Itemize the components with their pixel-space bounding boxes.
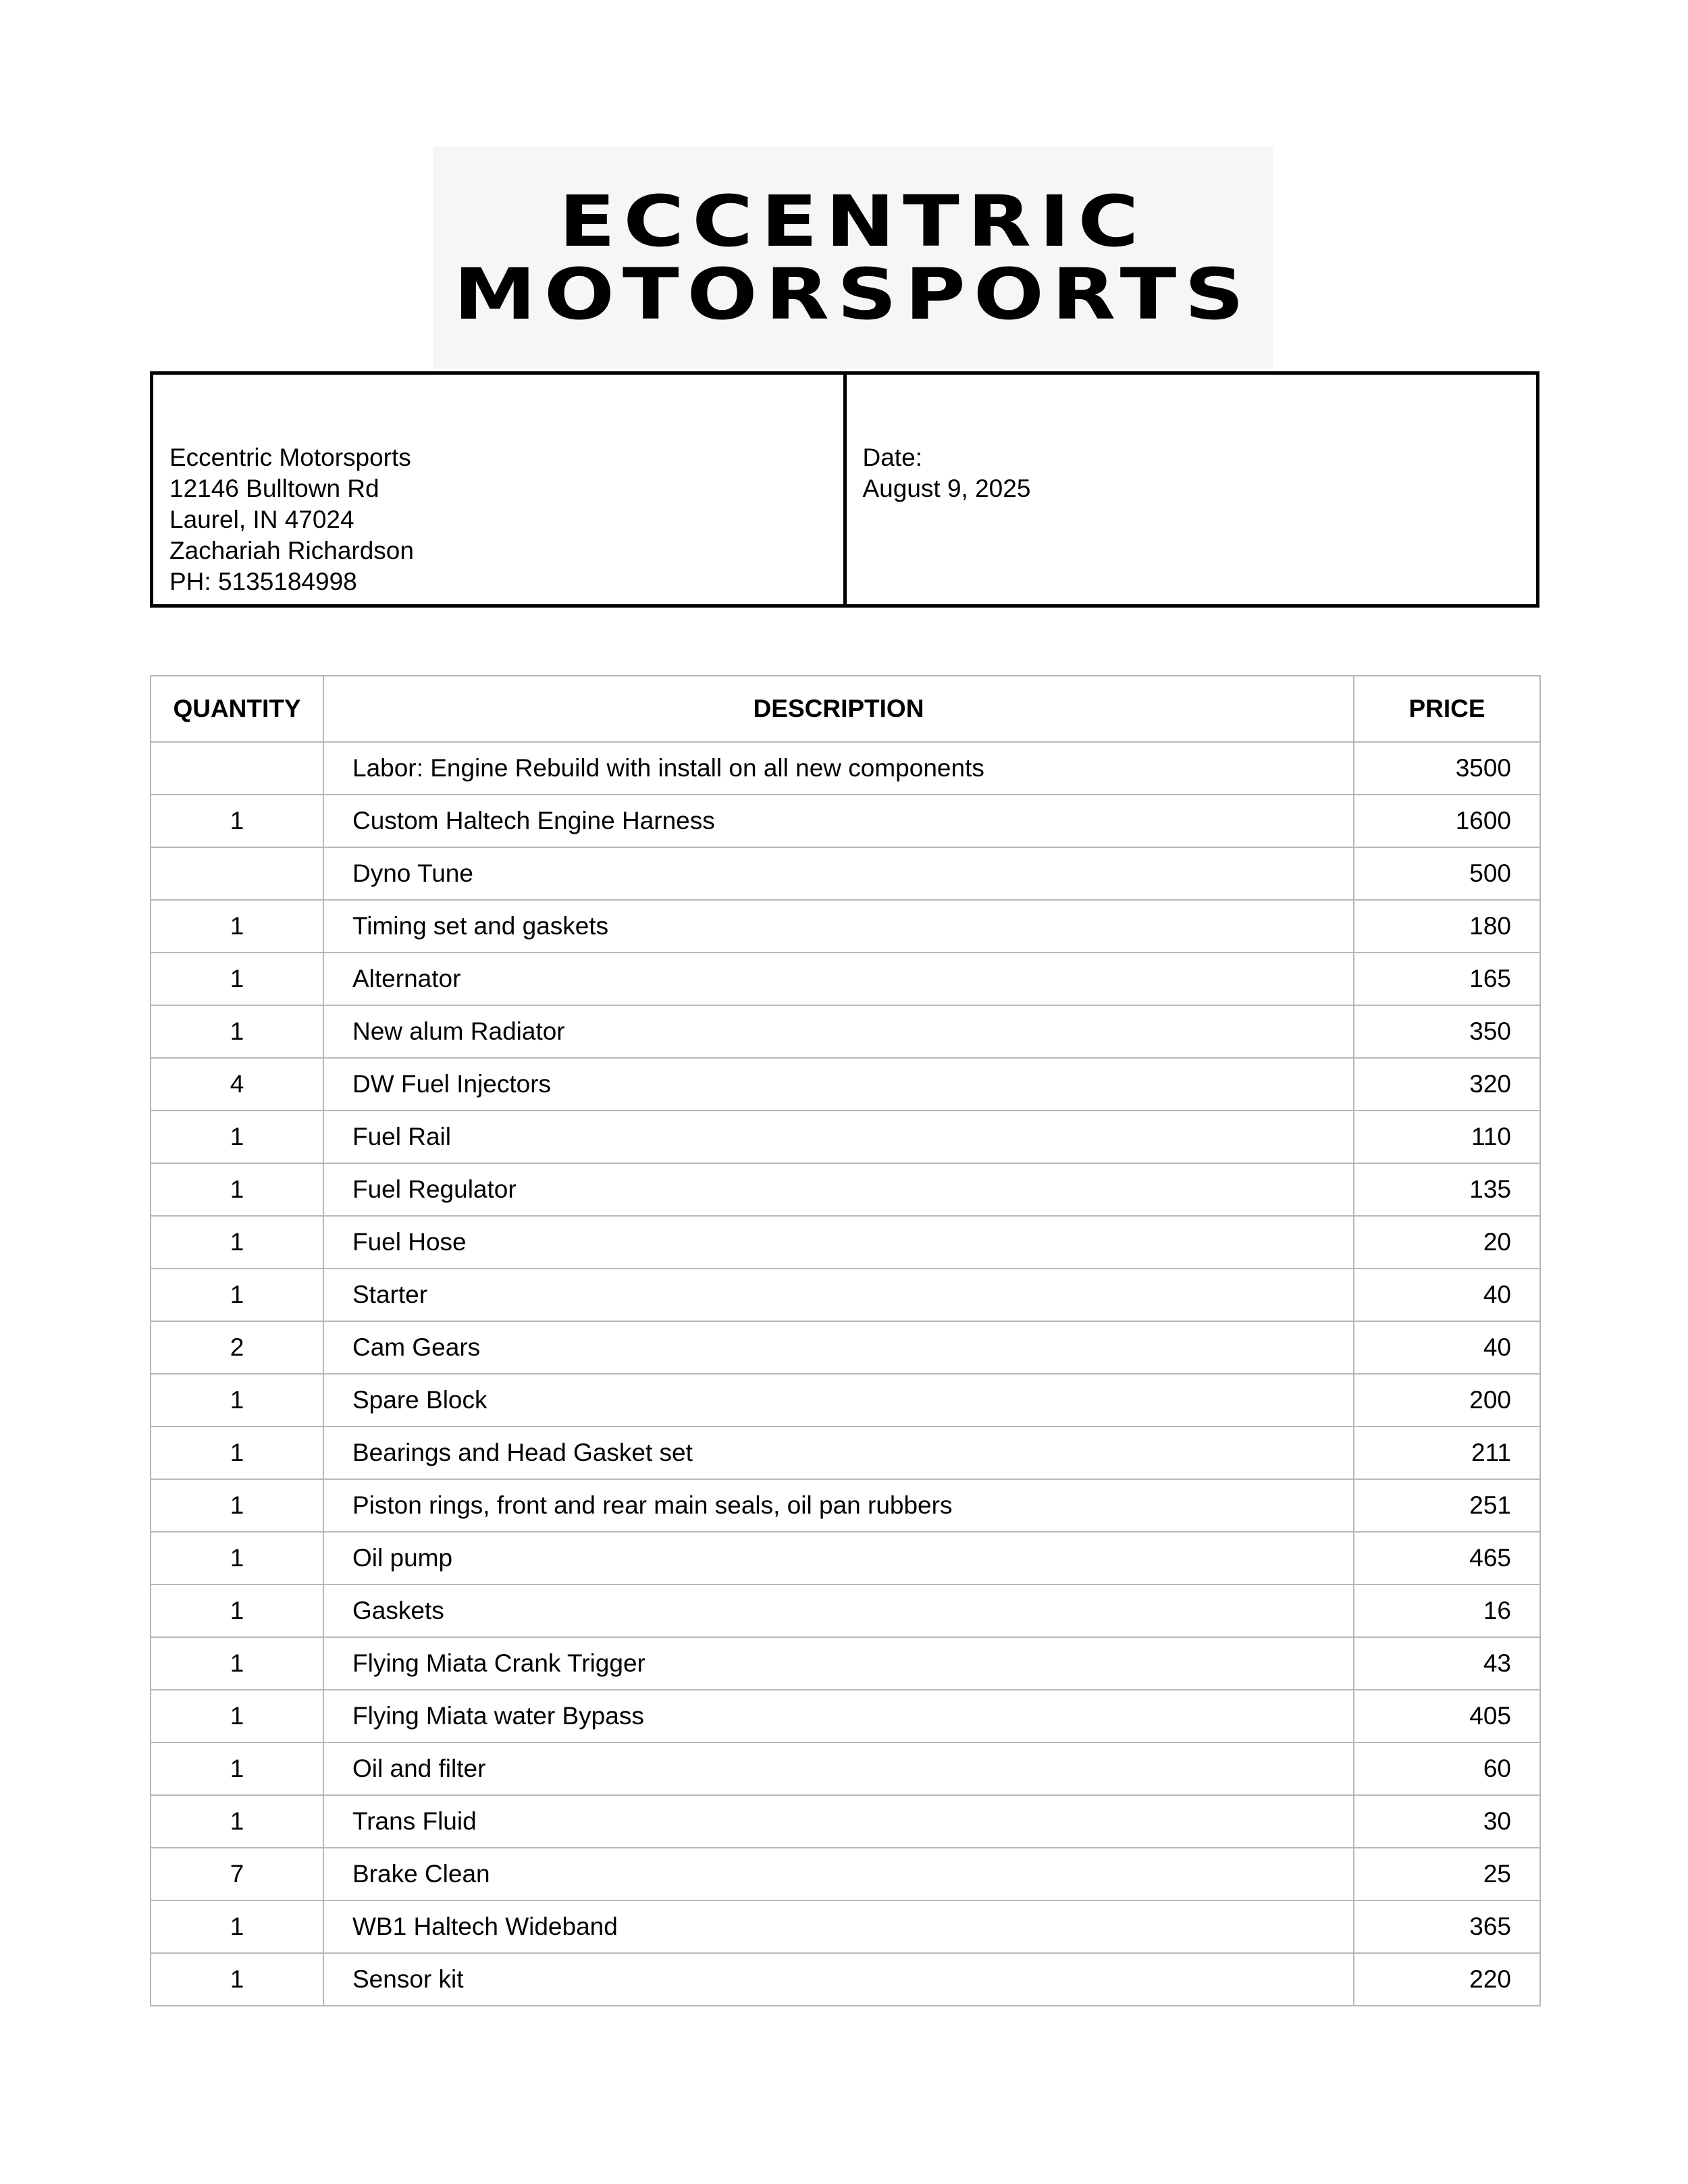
description-cell: Trans Fluid [323, 1795, 1354, 1848]
table-row [151, 1005, 1540, 1058]
table-row [151, 1584, 1540, 1637]
description-cell: Fuel Rail [323, 1111, 1354, 1163]
price-cell: 25 [1354, 1848, 1540, 1900]
description-cell: Oil and filter [323, 1742, 1354, 1795]
description-header: DESCRIPTION [323, 676, 1354, 742]
table-row [151, 1532, 1540, 1584]
price-cell: 465 [1354, 1532, 1540, 1584]
company-name: Eccentric Motorsports [169, 444, 411, 471]
quantity-cell: 4 [151, 1058, 323, 1111]
table-row [151, 1374, 1540, 1427]
company-logo [433, 147, 1273, 369]
table-row [151, 1742, 1540, 1795]
quantity-header: QUANTITY [151, 676, 323, 742]
table-row [151, 1637, 1540, 1690]
description-cell: Fuel Regulator [323, 1163, 1354, 1216]
description-cell: WB1 Haltech Wideband [323, 1900, 1354, 1953]
price-cell: 60 [1354, 1742, 1540, 1795]
description-cell: DW Fuel Injectors [323, 1058, 1354, 1111]
description-cell: Spare Block [323, 1374, 1354, 1427]
price-cell: 1600 [1354, 795, 1540, 847]
description-cell: Flying Miata Crank Trigger [323, 1637, 1354, 1690]
contact-phone: PH: 5135184998 [169, 568, 357, 595]
price-cell: 110 [1354, 1111, 1540, 1163]
quantity-cell: 1 [151, 1216, 323, 1269]
quantity-cell: 1 [151, 1900, 323, 1953]
quantity-cell: 1 [151, 1795, 323, 1848]
quantity-cell: 1 [151, 953, 323, 1005]
quantity-cell: 1 [151, 1532, 323, 1584]
table-row [151, 1479, 1540, 1532]
price-cell: 135 [1354, 1163, 1540, 1216]
table-row [151, 1953, 1540, 2006]
description-cell: New alum Radiator [323, 1005, 1354, 1058]
table-row [151, 953, 1540, 1005]
price-header: PRICE [1354, 676, 1540, 742]
price-cell: 180 [1354, 900, 1540, 953]
quantity-cell: 1 [151, 1374, 323, 1427]
table-body [151, 742, 1540, 2006]
price-cell: 405 [1354, 1690, 1540, 1742]
company-city: Laurel, IN 47024 [169, 506, 354, 533]
description-cell: Sensor kit [323, 1953, 1354, 2006]
description-cell: Gaskets [323, 1584, 1354, 1637]
date-label: Date: [862, 444, 922, 471]
price-cell: 200 [1354, 1374, 1540, 1427]
quantity-cell: 1 [151, 1269, 323, 1321]
price-cell: 365 [1354, 1900, 1540, 1953]
price-cell: 20 [1354, 1216, 1540, 1269]
quantity-cell [151, 742, 323, 795]
quantity-cell: 1 [151, 1427, 323, 1479]
price-cell: 320 [1354, 1058, 1540, 1111]
contact-name: Zachariah Richardson [169, 537, 414, 564]
company-street: 12146 Bulltown Rd [169, 475, 379, 502]
price-cell: 500 [1354, 847, 1540, 900]
description-cell: Oil pump [323, 1532, 1354, 1584]
line-items-table [150, 675, 1541, 2006]
description-cell: Dyno Tune [323, 847, 1354, 900]
description-cell: Piston rings, front and rear main seals, oil pan rubbers [323, 1479, 1354, 1532]
quantity-cell: 1 [151, 795, 323, 847]
quantity-cell: 1 [151, 1637, 323, 1690]
company-info [153, 375, 847, 604]
quantity-cell: 1 [151, 1005, 323, 1058]
price-cell: 43 [1354, 1637, 1540, 1690]
quantity-cell: 2 [151, 1321, 323, 1374]
quantity-cell: 1 [151, 900, 323, 953]
table-row [151, 847, 1540, 900]
price-cell: 220 [1354, 1953, 1540, 2006]
quantity-cell: 1 [151, 1584, 323, 1637]
quantity-cell [151, 847, 323, 900]
description-cell: Cam Gears [323, 1321, 1354, 1374]
table-row [151, 1690, 1540, 1742]
price-cell: 40 [1354, 1321, 1540, 1374]
table-row [151, 1900, 1540, 1953]
description-cell: Flying Miata water Bypass [323, 1690, 1354, 1742]
quantity-cell: 1 [151, 1690, 323, 1742]
date-info [847, 375, 1537, 604]
table-row [151, 1795, 1540, 1848]
price-cell: 165 [1354, 953, 1540, 1005]
price-cell: 211 [1354, 1427, 1540, 1479]
description-cell: Custom Haltech Engine Harness [323, 795, 1354, 847]
quantity-cell: 1 [151, 1163, 323, 1216]
logo-line-1: ECCENTRIC [558, 180, 1147, 263]
table-row [151, 900, 1540, 953]
table-row [151, 1848, 1540, 1900]
description-cell: Bearings and Head Gasket set [323, 1427, 1354, 1479]
price-cell: 30 [1354, 1795, 1540, 1848]
quantity-cell: 1 [151, 1953, 323, 2006]
price-cell: 3500 [1354, 742, 1540, 795]
description-cell: Brake Clean [323, 1848, 1354, 1900]
date-value: August 9, 2025 [862, 475, 1031, 502]
description-cell: Fuel Hose [323, 1216, 1354, 1269]
table-row [151, 1321, 1540, 1374]
quantity-cell: 7 [151, 1848, 323, 1900]
invoice-header [150, 371, 1539, 608]
price-cell: 16 [1354, 1584, 1540, 1637]
description-cell: Labor: Engine Rebuild with install on all new components [323, 742, 1354, 795]
description-cell: Timing set and gaskets [323, 900, 1354, 953]
description-cell: Alternator [323, 953, 1354, 1005]
price-cell: 251 [1354, 1479, 1540, 1532]
quantity-cell: 1 [151, 1479, 323, 1532]
table-row [151, 1111, 1540, 1163]
description-cell: Starter [323, 1269, 1354, 1321]
table-row [151, 1216, 1540, 1269]
logo-line-2: MOTORSPORTS [453, 253, 1252, 336]
price-cell: 350 [1354, 1005, 1540, 1058]
table-header-row [151, 676, 1540, 742]
table-row [151, 795, 1540, 847]
table-row [151, 1427, 1540, 1479]
table-row [151, 1058, 1540, 1111]
quantity-cell: 1 [151, 1742, 323, 1795]
quantity-cell: 1 [151, 1111, 323, 1163]
table-row [151, 1269, 1540, 1321]
table-row [151, 742, 1540, 795]
price-cell: 40 [1354, 1269, 1540, 1321]
table-row [151, 1163, 1540, 1216]
